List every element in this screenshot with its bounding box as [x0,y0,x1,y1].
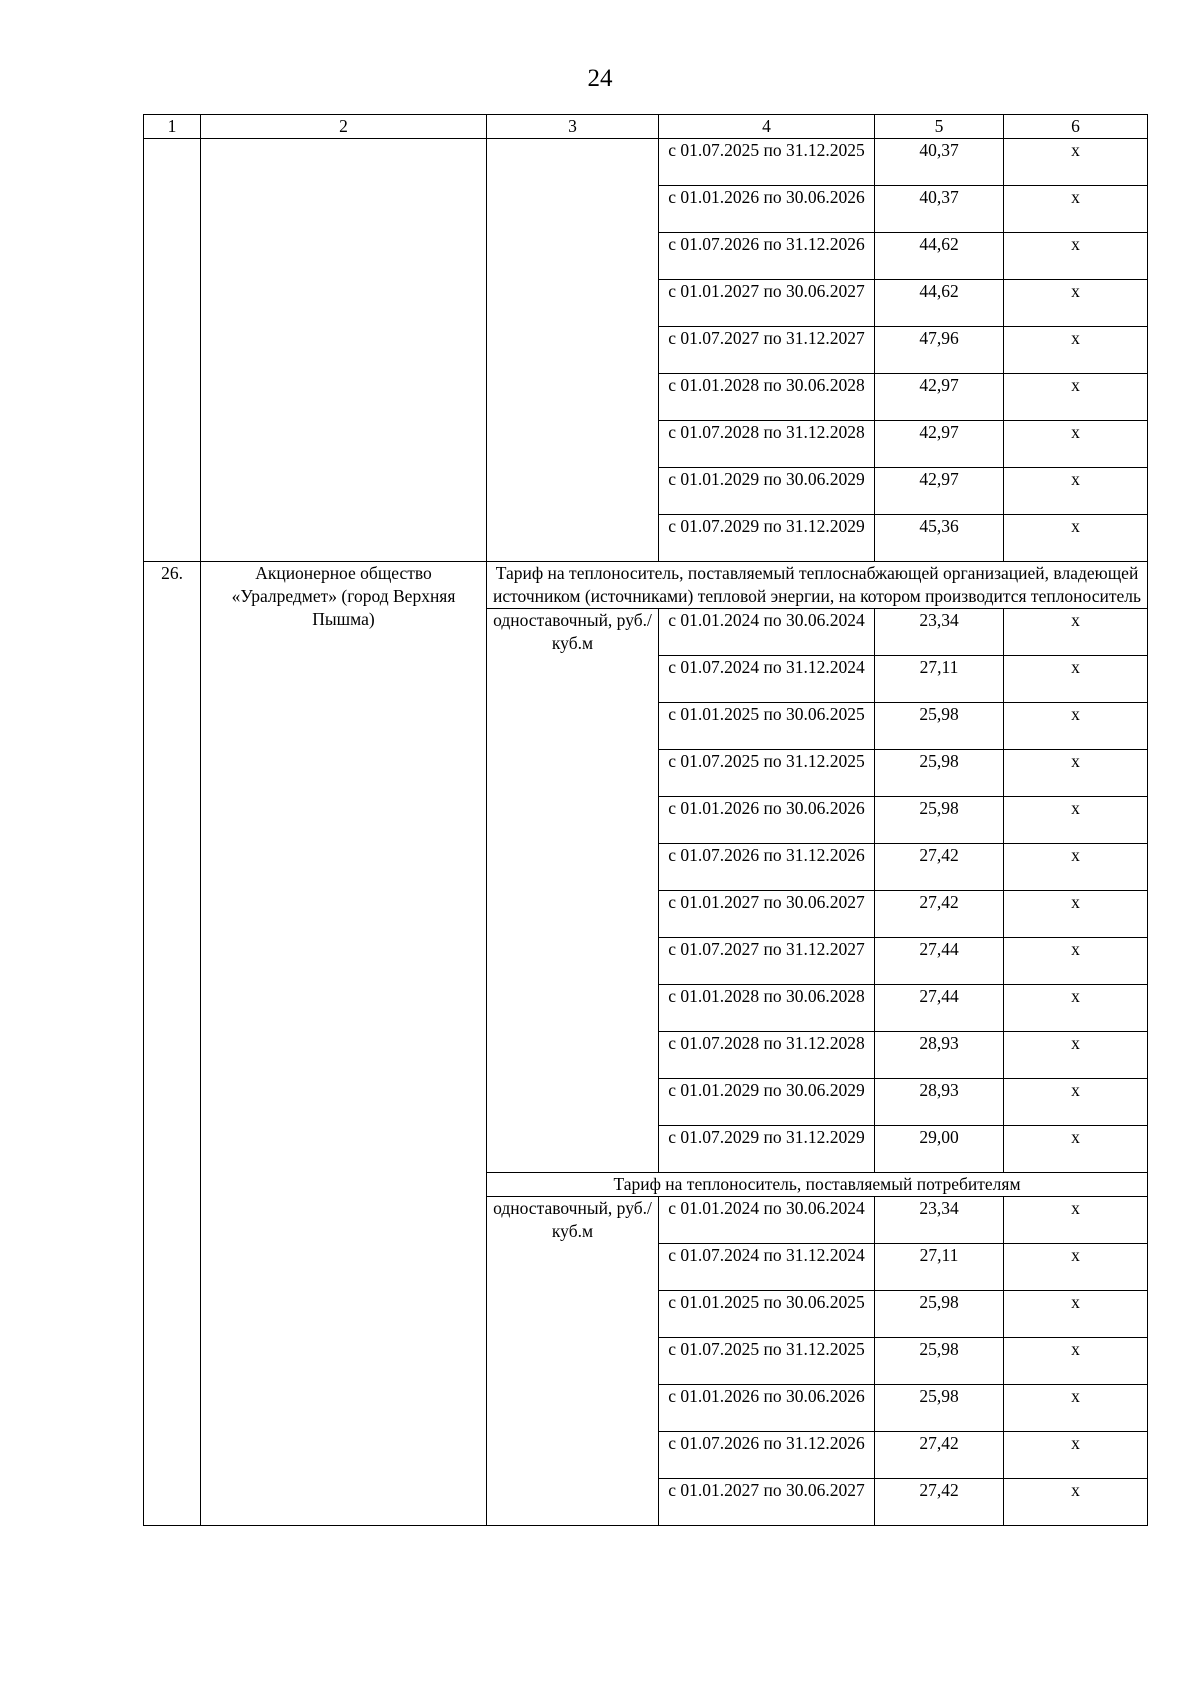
period-cell: с 01.01.2024 по 30.06.2024 [659,609,875,656]
period-cell: с 01.07.2026 по 31.12.2026 [659,1432,875,1479]
column-6-cell: х [1004,1479,1148,1526]
tariff-value-cell: 27,44 [875,985,1004,1032]
period-cell: с 01.01.2029 по 30.06.2029 [659,1079,875,1126]
period-cell: с 01.07.2027 по 31.12.2027 [659,327,875,374]
tariff-value-cell: 42,97 [875,421,1004,468]
tariff-value-cell: 42,97 [875,374,1004,421]
column-number-row [144,115,1148,139]
column-6-cell: х [1004,1032,1148,1079]
period-cell: с 01.07.2025 по 31.12.2025 [659,139,875,186]
column-header-5: 5 [875,115,1004,139]
column-6-cell: х [1004,186,1148,233]
column-6-cell: х [1004,233,1148,280]
column-6-cell: х [1004,985,1148,1032]
tariff-value-cell: 25,98 [875,703,1004,750]
tariff-value-cell: 27,42 [875,1479,1004,1526]
tariff-value-cell: 44,62 [875,280,1004,327]
tariff-value-cell: 40,37 [875,139,1004,186]
tariff-value-cell: 47,96 [875,327,1004,374]
column-6-cell: х [1004,139,1148,186]
tariff-value-cell: 27,42 [875,844,1004,891]
column-6-cell: х [1004,280,1148,327]
period-cell: с 01.07.2024 по 31.12.2024 [659,656,875,703]
section-title: Тариф на теплоноситель, поставляемый теплоснабжающей организацией, владеющей источником (источниками) тепловой энергии, на котором производится теплоноситель [487,562,1148,609]
period-cell: с 01.07.2026 по 31.12.2026 [659,233,875,280]
period-cell: с 01.07.2026 по 31.12.2026 [659,844,875,891]
column-6-cell: х [1004,844,1148,891]
column-6-cell: х [1004,1432,1148,1479]
entry-number-cell [144,139,201,562]
column-6-cell: х [1004,703,1148,750]
column-6-cell: х [1004,468,1148,515]
period-cell: с 01.07.2025 по 31.12.2025 [659,750,875,797]
column-6-cell: х [1004,891,1148,938]
tariff-type-cell [487,139,659,562]
tariff-value-cell: 23,34 [875,1197,1004,1244]
tariff-value-cell: 27,11 [875,1244,1004,1291]
table-row [144,139,1148,186]
section-title-row [144,562,1148,609]
tariff-value-cell: 27,42 [875,891,1004,938]
period-cell: с 01.01.2026 по 30.06.2026 [659,186,875,233]
column-6-cell: х [1004,750,1148,797]
column-header-1: 1 [144,115,201,139]
column-6-cell: х [1004,374,1148,421]
period-cell: с 01.01.2029 по 30.06.2029 [659,468,875,515]
tariff-value-cell: 29,00 [875,1126,1004,1173]
column-6-cell: х [1004,1079,1148,1126]
tariff-value-cell: 42,97 [875,468,1004,515]
period-cell: с 01.07.2027 по 31.12.2027 [659,938,875,985]
column-6-cell: х [1004,656,1148,703]
period-cell: с 01.01.2028 по 30.06.2028 [659,985,875,1032]
period-cell: с 01.01.2027 по 30.06.2027 [659,891,875,938]
tariff-value-cell: 27,11 [875,656,1004,703]
section-title: Тариф на теплоноситель, поставляемый потребителям [487,1173,1148,1197]
column-6-cell: х [1004,1244,1148,1291]
tariff-type-cell: одноставочный, руб./куб.м [487,609,659,1173]
column-6-cell: х [1004,421,1148,468]
period-cell: с 01.07.2028 по 31.12.2028 [659,421,875,468]
period-cell: с 01.01.2027 по 30.06.2027 [659,1479,875,1526]
tariff-value-cell: 27,44 [875,938,1004,985]
organization-cell [201,139,487,562]
tariff-value-cell: 40,37 [875,186,1004,233]
tariff-value-cell: 44,62 [875,233,1004,280]
period-cell: с 01.01.2026 по 30.06.2026 [659,797,875,844]
column-header-3: 3 [487,115,659,139]
tariff-value-cell: 28,93 [875,1079,1004,1126]
period-cell: с 01.01.2025 по 30.06.2025 [659,1291,875,1338]
tariff-value-cell: 45,36 [875,515,1004,562]
column-6-cell: х [1004,515,1148,562]
column-6-cell: х [1004,797,1148,844]
tariff-table [143,114,1148,1526]
tariff-value-cell: 27,42 [875,1432,1004,1479]
column-header-4: 4 [659,115,875,139]
column-6-cell: х [1004,938,1148,985]
tariff-value-cell: 25,98 [875,1338,1004,1385]
page-number: 24 [587,65,613,92]
column-6-cell: х [1004,1338,1148,1385]
column-6-cell: х [1004,327,1148,374]
period-cell: с 01.01.2027 по 30.06.2027 [659,280,875,327]
period-cell: с 01.01.2028 по 30.06.2028 [659,374,875,421]
tariff-value-cell: 28,93 [875,1032,1004,1079]
column-6-cell: х [1004,1385,1148,1432]
period-cell: с 01.01.2026 по 30.06.2026 [659,1385,875,1432]
tariff-value-cell: 25,98 [875,750,1004,797]
column-6-cell: х [1004,609,1148,656]
period-cell: с 01.01.2025 по 30.06.2025 [659,703,875,750]
period-cell: с 01.07.2029 по 31.12.2029 [659,515,875,562]
entry-number-cell: 26. [144,562,201,1526]
period-cell: с 01.07.2028 по 31.12.2028 [659,1032,875,1079]
column-header-6: 6 [1004,115,1148,139]
column-6-cell: х [1004,1126,1148,1173]
tariff-type-cell: одноставочный, руб./куб.м [487,1197,659,1526]
period-cell: с 01.07.2025 по 31.12.2025 [659,1338,875,1385]
tariff-table-body [144,115,1148,1526]
column-6-cell: х [1004,1291,1148,1338]
period-cell: с 01.07.2024 по 31.12.2024 [659,1244,875,1291]
tariff-value-cell: 25,98 [875,1385,1004,1432]
organization-cell: Акционерное общество «Уралредмет» (город Верхняя Пышма) [201,562,487,1526]
tariff-value-cell: 23,34 [875,609,1004,656]
period-cell: с 01.01.2024 по 30.06.2024 [659,1197,875,1244]
tariff-value-cell: 25,98 [875,1291,1004,1338]
column-header-2: 2 [201,115,487,139]
tariff-value-cell: 25,98 [875,797,1004,844]
period-cell: с 01.07.2029 по 31.12.2029 [659,1126,875,1173]
column-6-cell: х [1004,1197,1148,1244]
